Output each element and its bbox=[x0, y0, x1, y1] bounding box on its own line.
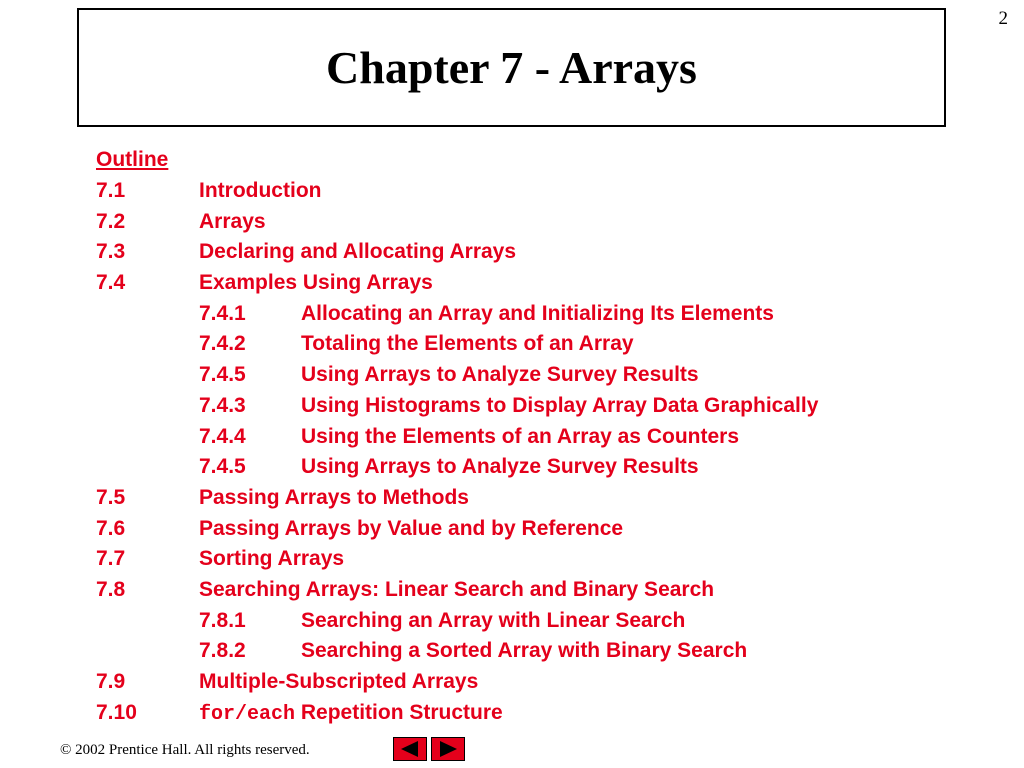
section-number: 7.9 bbox=[96, 670, 126, 693]
page-number: 2 bbox=[998, 8, 1008, 29]
title-box bbox=[77, 8, 946, 127]
outline-subitem bbox=[96, 608, 818, 639]
next-slide-button[interactable] bbox=[431, 737, 465, 761]
section-title: Using Histograms to Display Array Data Graphically bbox=[301, 393, 819, 417]
section-title: Passing Arrays by Value and by Reference bbox=[199, 516, 624, 540]
section-number: 7.4.5 bbox=[199, 363, 246, 387]
outline-item bbox=[96, 485, 818, 516]
outline-subitem bbox=[96, 393, 818, 424]
previous-slide-button[interactable] bbox=[393, 737, 427, 761]
section-number: 7.5 bbox=[96, 485, 126, 509]
section-number: 7.3 bbox=[96, 240, 126, 264]
section-number: 7.8.2 bbox=[199, 639, 246, 663]
section-title: Declaring and Allocating Arrays bbox=[199, 240, 517, 264]
section-number: 7.6 bbox=[96, 516, 126, 540]
section-title: Sorting Arrays bbox=[199, 547, 345, 571]
section-title: Using the Elements of an Array as Counters bbox=[301, 424, 739, 448]
outline-subitem bbox=[96, 454, 818, 485]
section-number: 7.8.1 bbox=[199, 608, 246, 632]
outline-item bbox=[96, 669, 818, 700]
section-number: 7.4.4 bbox=[199, 424, 246, 448]
outline-subitem bbox=[96, 424, 818, 455]
slide-navigation bbox=[393, 737, 465, 761]
section-title: Allocating an Array and Initializing Its Elements bbox=[301, 301, 774, 325]
outline-item bbox=[96, 270, 818, 301]
outline-item bbox=[96, 239, 818, 270]
section-number: 7.2 bbox=[96, 209, 126, 233]
section-title: Passing Arrays to Methods bbox=[199, 485, 469, 509]
section-number: 7.4.1 bbox=[199, 301, 246, 325]
section-title: Using Arrays to Analyze Survey Results bbox=[301, 455, 699, 479]
section-number: 7.10 bbox=[96, 700, 137, 724]
outline-item bbox=[96, 178, 818, 209]
left-arrow-icon bbox=[398, 740, 422, 758]
section-number: 7.1 bbox=[96, 179, 126, 202]
outline-item bbox=[96, 546, 818, 577]
code-keyword: for/each bbox=[199, 702, 296, 726]
section-title: Introduction bbox=[199, 179, 322, 202]
outline-subitem bbox=[96, 638, 818, 669]
outline-item bbox=[96, 700, 818, 731]
outline-item bbox=[96, 516, 818, 547]
section-title bbox=[199, 700, 503, 731]
outline-item bbox=[96, 209, 818, 240]
section-title: Searching a Sorted Array with Binary Search bbox=[301, 639, 748, 663]
section-number: 7.4.3 bbox=[199, 393, 246, 417]
section-number: 7.7 bbox=[96, 547, 126, 571]
outline-subitem bbox=[96, 331, 818, 362]
section-title-text: Repetition Structure bbox=[300, 700, 503, 724]
section-title: Arrays bbox=[199, 209, 266, 233]
right-arrow-icon bbox=[436, 740, 460, 758]
section-title: Searching an Array with Linear Search bbox=[301, 608, 686, 632]
section-number: 7.4.2 bbox=[199, 332, 246, 356]
section-number: 7.4 bbox=[96, 271, 126, 295]
outline-list bbox=[96, 178, 818, 730]
section-title: Searching Arrays: Linear Search and Binary Search bbox=[199, 577, 715, 601]
outline-subitem bbox=[96, 362, 818, 393]
section-title: Using Arrays to Analyze Survey Results bbox=[301, 363, 699, 387]
outline-heading: Outline bbox=[96, 148, 169, 171]
slide-title: Chapter 7 - Arrays bbox=[326, 42, 697, 93]
section-number: 7.4.5 bbox=[199, 455, 246, 479]
section-title: Totaling the Elements of an Array bbox=[301, 332, 634, 356]
outline-subitem bbox=[96, 301, 818, 332]
section-number: 7.8 bbox=[96, 577, 126, 601]
section-title: Multiple-Subscripted Arrays bbox=[199, 670, 479, 693]
outline-item bbox=[96, 577, 818, 608]
section-title: Examples Using Arrays bbox=[199, 271, 433, 295]
copyright-footer: © 2002 Prentice Hall. All rights reserved. bbox=[60, 742, 310, 758]
outline bbox=[96, 147, 818, 730]
